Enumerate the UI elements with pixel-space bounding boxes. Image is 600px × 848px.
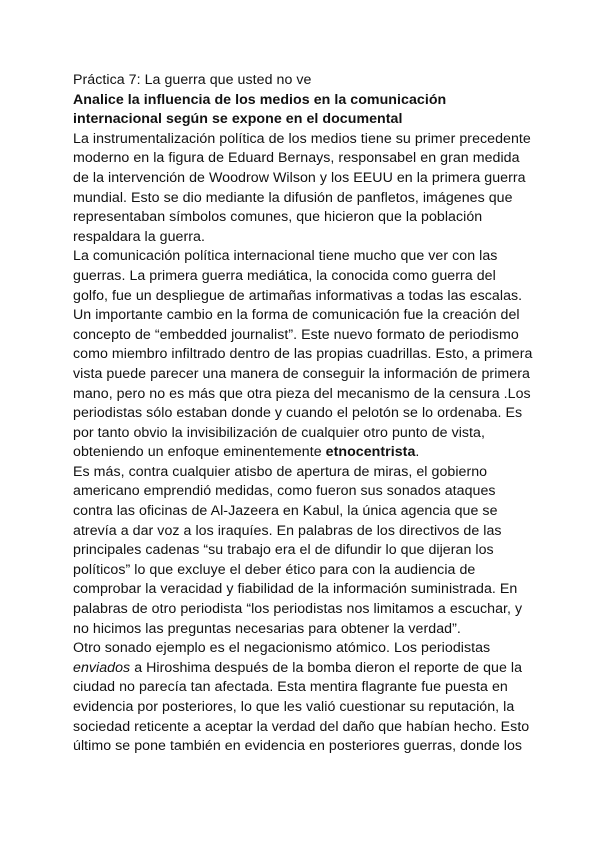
italic-term: enviados bbox=[73, 659, 131, 676]
body-line: por tanto obvio la invisibilización de cualquier otro punto de vista, bbox=[73, 424, 485, 441]
body-line-with-italic bbox=[73, 659, 540, 679]
body-line: periodistas sólo estaban donde y cuando el pelotón se lo ordenaba. Es bbox=[73, 405, 523, 422]
body-line: respaldara la guerra. bbox=[73, 228, 205, 245]
body-line: americano emprendió medidas, como fueron sus sonados ataques bbox=[73, 483, 496, 500]
line-suffix: . bbox=[415, 444, 420, 461]
body-line: mano, pero no es más que otra pieza del mecanismo de la censura .Los bbox=[73, 385, 531, 402]
body-line-text: a Hiroshima después de la bomba dieron el reporte de que la bbox=[130, 659, 523, 676]
paragraph-block bbox=[73, 130, 540, 463]
body-line: último se pone también en evidencia en posteriores guerras, donde los bbox=[73, 738, 523, 755]
body-line: palabras de otro periodista “los periodistas nos limitamos a escuchar, y bbox=[73, 601, 523, 618]
body-line: La comunicación política internacional tiene mucho que ver con las bbox=[73, 248, 498, 265]
body-line: mundial. Esto se dio mediante la difusión de panfletos, imágenes que bbox=[73, 189, 513, 206]
body-line: vista puede parecer una manera de conseguir la información de primera bbox=[73, 365, 530, 382]
body-line: Un importante cambio en la forma de comunicación fue la creación del bbox=[73, 307, 520, 324]
body-line-text: obteniendo un enfoque eminentemente bbox=[73, 444, 326, 461]
body-line: golfo, fue un despliegue de artimañas informativas a todas las escalas. bbox=[73, 287, 523, 304]
document-title: Práctica 7: La guerra que usted no ve bbox=[73, 72, 312, 88]
body-line: no hicimos las preguntas necesarias para obtener la verdad”. bbox=[73, 620, 461, 637]
body-line: moderno en la figura de Eduard Bernays, responsabel en gran medida bbox=[73, 150, 520, 167]
body-line-with-bold bbox=[73, 443, 540, 463]
body-line: sociedad reticente a aceptar la verdad del daño que habían hecho. Esto bbox=[73, 718, 530, 735]
body-line: contra las oficinas de Al-Jazeera en Kabul, la única agencia que se bbox=[73, 503, 498, 520]
body-line: Es más, contra cualquier atisbo de apertura de miras, el gobierno bbox=[73, 463, 488, 480]
paragraph-block bbox=[73, 463, 540, 757]
document-heading-line: Analice la influencia de los medios en la comunicación bbox=[73, 91, 447, 108]
body-line: políticos” lo que excluye el deber ético para con la audiencia de bbox=[73, 561, 476, 578]
body-line: como miembro infiltrado dentro de las propias cuadrillas. Esto, a primera bbox=[73, 346, 533, 363]
body-line: comprobar la veracidad y fiabilidad de la información suministrada. En bbox=[73, 581, 518, 598]
body-line: guerras. La primera guerra mediática, la conocida como guerra del bbox=[73, 267, 496, 284]
body-line: La instrumentalización política de los medios tiene su primer precedente bbox=[73, 130, 531, 147]
body-line: atrevía a dar voz a los iraquíes. En palabras de los directivos de las bbox=[73, 522, 502, 539]
body-line: principales cadenas “su trabajo era el de difundir lo que dijeran los bbox=[73, 542, 494, 559]
bold-term: etnocentrista bbox=[325, 444, 416, 461]
body-line: evidencia por posteriores, lo que les valió cuestionar su reputación, la bbox=[73, 699, 515, 715]
body-line: Otro sonado ejemplo es el negacionismo atómico. Los periodistas bbox=[73, 640, 491, 657]
body-line: concepto de “embedded journalist”. Este nuevo formato de periodismo bbox=[73, 326, 519, 343]
document-heading-line: internacional según se expone en el documental bbox=[73, 111, 403, 128]
body-line: ciudad no parecía tan afectada. Esta mentira flagrante fue puesta en bbox=[73, 679, 508, 696]
body-line: representaban símbolos comunes, que hicieron que la población bbox=[73, 209, 483, 226]
body-line: de la intervención de Woodrow Wilson y los EEUU en la primera guerra bbox=[73, 169, 526, 186]
